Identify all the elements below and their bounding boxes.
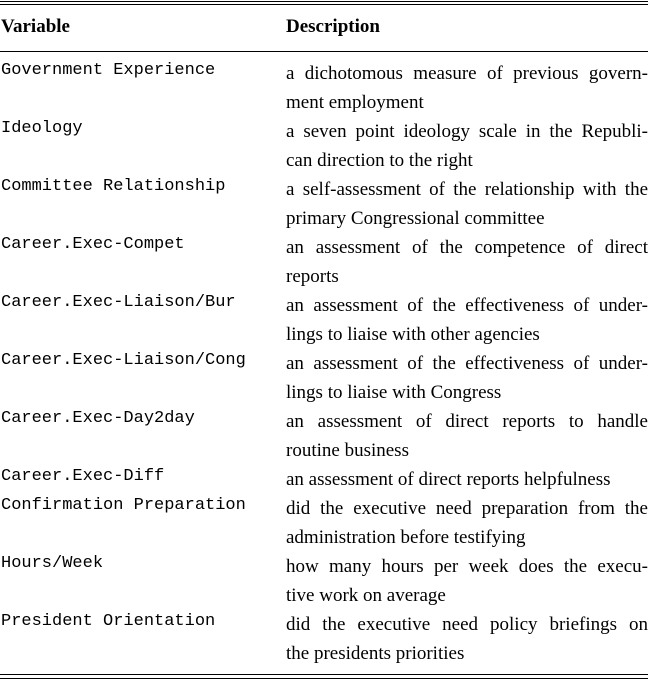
description-cell: [286, 465, 648, 494]
variable-cell: President Orientation: [1, 612, 216, 631]
bottom-rule-outer: [0, 678, 648, 679]
description-line: lings to liaise with Congress: [286, 382, 502, 403]
description-line: an assessment of the effectiveness of under-: [286, 353, 648, 374]
top-rule-inner: [0, 4, 648, 5]
description-line: an assessment of the competence of direct: [286, 237, 648, 258]
description-line: an assessment of direct reports helpfulness: [286, 469, 611, 490]
description-line: did the executive need policy briefings on: [286, 614, 648, 635]
description-cell: [286, 407, 648, 465]
description-cell: [286, 494, 648, 552]
description-line: primary Congressional committee: [286, 208, 545, 229]
variable-cell: Ideology: [1, 119, 83, 138]
top-rule-outer: [0, 1, 648, 2]
description-line: tive work on average: [286, 585, 446, 606]
description-cell: [286, 233, 648, 291]
table-row: [0, 117, 648, 175]
variable-cell: Career.Exec-Liaison/Bur: [1, 293, 236, 312]
bottom-rule-inner: [0, 674, 648, 675]
description-line: a dichotomous measure of previous govern-: [286, 63, 648, 84]
variable-cell: Career.Exec-Compet: [1, 235, 185, 254]
description-cell: [286, 291, 648, 349]
description-cell: [286, 117, 648, 175]
table-row: [0, 465, 648, 494]
description-line: can direction to the right: [286, 150, 473, 171]
variable-cell: Career.Exec-Liaison/Cong: [1, 351, 246, 370]
description-line: a self-assessment of the relationship with the: [286, 179, 648, 200]
variable-cell: Confirmation Preparation: [1, 496, 246, 515]
table-row: [0, 407, 648, 465]
description-line: did the executive need preparation from the: [286, 498, 648, 519]
description-line: a seven point ideology scale in the Republi-: [286, 121, 648, 142]
description-cell: [286, 610, 648, 668]
variable-cell: Career.Exec-Day2day: [1, 409, 195, 428]
table-row: [0, 552, 648, 610]
description-line: ment employment: [286, 92, 424, 113]
table-row: [0, 175, 648, 233]
table-row: [0, 610, 648, 668]
description-line: an assessment of the effectiveness of under-: [286, 295, 648, 316]
description-line: reports: [286, 266, 339, 287]
table-row: [0, 233, 648, 291]
description-cell: [286, 175, 648, 233]
table-row: [0, 349, 648, 407]
variable-cell: Career.Exec-Diff: [1, 467, 165, 486]
table-row: [0, 59, 648, 117]
header-rule: [0, 51, 648, 52]
table-body: [0, 59, 648, 668]
variable-cell: Hours/Week: [1, 554, 104, 573]
header-variable: Variable: [1, 16, 70, 37]
header-description: Description: [286, 16, 380, 37]
table-header: [0, 16, 648, 44]
description-cell: [286, 59, 648, 117]
description-line: administration before testifying: [286, 527, 526, 548]
description-line: lings to liaise with other agencies: [286, 324, 540, 345]
variable-cell: Committee Relationship: [1, 177, 226, 196]
description-cell: [286, 349, 648, 407]
description-line: routine business: [286, 440, 409, 461]
variable-cell: Government Experience: [1, 61, 216, 80]
description-line: the presidents priorities: [286, 643, 465, 664]
table-row: [0, 291, 648, 349]
description-cell: [286, 552, 648, 610]
description-line: how many hours per week does the execu-: [286, 556, 648, 577]
table-row: [0, 494, 648, 552]
description-line: an assessment of direct reports to handle: [286, 411, 648, 432]
